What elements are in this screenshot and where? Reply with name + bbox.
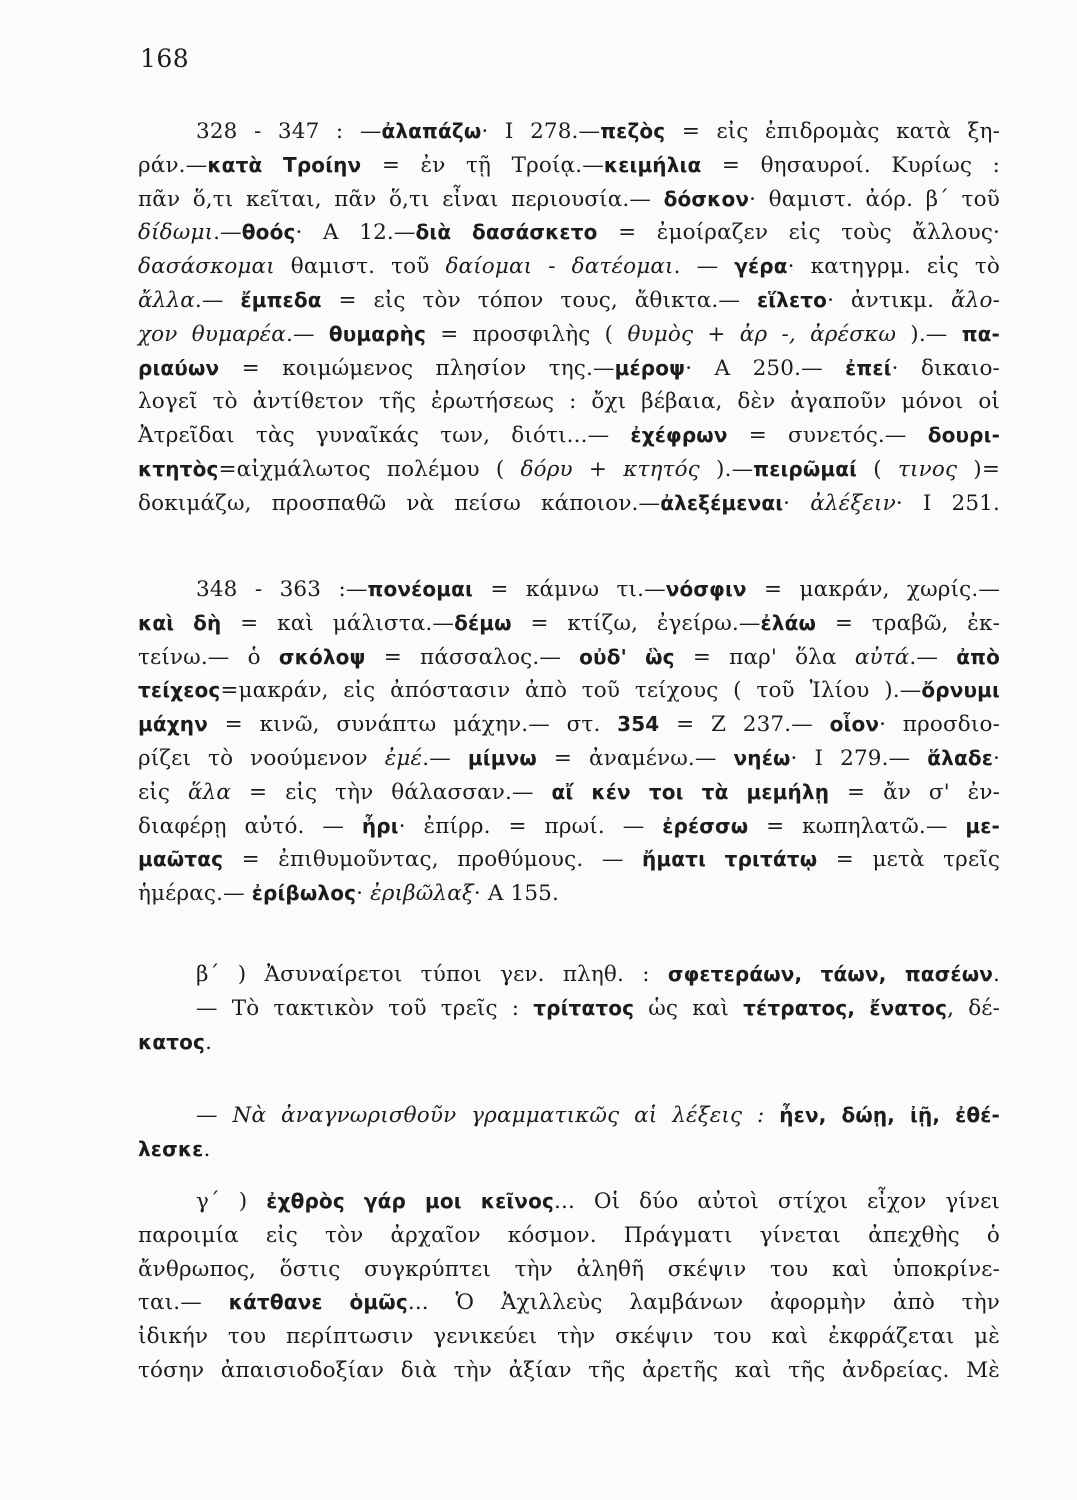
bold-term: δόσκον	[663, 186, 750, 211]
text-line	[138, 487, 1000, 521]
bold-term: κατος	[138, 1029, 206, 1054]
text-run: · κατηγρμ. εἰς τὸ	[787, 254, 1000, 280]
text-run: =αἰχμάλωτος πολέμου (	[218, 456, 521, 482]
bold-term: τέτρατος, ἔνατος	[743, 995, 948, 1020]
text-line	[138, 674, 1000, 708]
text-run: ται.—	[138, 1290, 229, 1316]
text-run: = μακράν, χωρίς.—	[746, 577, 1000, 602]
text-run: = μετὰ τρεῖς	[817, 847, 1001, 873]
bold-term: ριαύων	[138, 355, 220, 380]
text-line	[138, 1354, 1000, 1388]
bold-term: κάτθανε ὁμῶς	[228, 1290, 408, 1315]
text-run: γ΄ )	[196, 1189, 267, 1214]
text-run: · Α 250.—	[685, 355, 846, 381]
paragraph-exercise	[138, 1099, 1000, 1167]
text-run: = κινῶ, συνάπτω μάχην.— στ.	[207, 712, 618, 738]
bold-term: ἅλαδε	[927, 745, 994, 770]
bold-term: οἷον	[829, 712, 880, 737]
bold-term: ἀλαπάζω	[381, 119, 482, 143]
text-line	[138, 1219, 1000, 1253]
text-line	[138, 284, 1000, 318]
bold-term: θυμαρὴς	[328, 321, 427, 346]
italic-text: αὐτά	[854, 644, 910, 670]
text-line	[138, 1185, 1000, 1219]
text-line	[138, 843, 1000, 877]
bold-term: τρίτατος	[533, 995, 635, 1020]
paragraph-348-363	[138, 573, 1000, 911]
bold-term: κτητὸς	[138, 456, 219, 481]
text-run: = κάμνω τι.—	[473, 577, 666, 602]
text-run: ).—	[896, 321, 962, 347]
bold-term: μέροψ	[614, 355, 686, 380]
text-run: .	[205, 1029, 213, 1055]
text-run: ).—	[699, 456, 754, 482]
text-run: ... Ὁ Ἀχιλλεὺς λαμβάνων ἀφορμὴν ἀπὸ τὴν	[407, 1290, 1000, 1316]
text-line	[138, 607, 1000, 641]
text-line	[138, 877, 1000, 911]
bold-term: νόσφιν	[665, 577, 747, 601]
text-run: διαφέρῃ αὐτό. —	[138, 813, 362, 839]
italic-text: θυμὸς + ἀρ -, ἀρέσκω	[627, 321, 897, 347]
text-run: δοκιμάζω, προσπαθῶ νὰ πείσω κάποιον.—	[138, 490, 661, 516]
bold-term: γέρα	[734, 254, 788, 279]
text-line	[138, 1253, 1000, 1287]
bold-term: μαῶτας	[138, 847, 224, 872]
text-run: . —	[673, 254, 735, 280]
bold-term: αἴ κέν τοι τὰ μεμήλῃ	[551, 779, 830, 804]
text-run: .—	[194, 287, 241, 313]
bold-term: πειρῶμαί	[753, 456, 858, 481]
bold-term: κειμήλια	[603, 152, 702, 177]
text-line	[138, 958, 1000, 992]
italic-text: Νὰ ἀναγνωρισθοῦν γραμματικῶς αἱ λέξεις :	[232, 1103, 765, 1128]
text-run: Ἀτρεῖδαι τὰς γυναῖκάς των, διότι...—	[138, 423, 631, 449]
bold-term: ἀπὸ	[956, 644, 1000, 669]
text-run: · προσδιο-	[879, 712, 1000, 738]
text-run: β΄ ) Ἀσυναίρετοι τύποι γεν. πληθ. :	[196, 962, 668, 987]
text-run: ·	[356, 881, 371, 907]
text-run: .—	[213, 220, 242, 246]
text-run: εἰς	[138, 779, 188, 805]
text-line	[138, 318, 1000, 352]
italic-text: τινος	[898, 456, 958, 482]
bold-term: ἐπεί	[845, 355, 892, 380]
text-line	[138, 708, 1000, 742]
text-line	[138, 641, 1000, 675]
text-run	[764, 1103, 779, 1128]
bold-term: ἔμπεδα	[240, 287, 322, 312]
text-run: · Α 12.—	[295, 220, 416, 246]
text-run: ἄνθρωπος, ὅστις συγκρύπτει τὴν ἀληθῆ σκέψιν του καὶ ὑποκρίνε-	[138, 1256, 1000, 1282]
italic-text: ἀλέξειν	[810, 490, 896, 516]
text-run: (	[857, 456, 898, 482]
text-run: · ἐπίρρ. = πρωί. —	[398, 813, 663, 839]
text-run: .—	[422, 745, 468, 771]
bold-term: ἐχέφρων	[630, 423, 728, 448]
bold-term: ὄρνυμι	[921, 678, 1000, 703]
bold-term: δουρι-	[927, 423, 1001, 448]
bold-term: σφετεράων, τάων, πασέων	[667, 962, 994, 986]
text-run: θαμιστ. τοῦ	[274, 254, 446, 280]
bold-term: ἐρίβωλος	[251, 881, 357, 906]
text-line	[138, 250, 1000, 284]
page-number: 168	[140, 44, 190, 73]
text-run: = εἰς τὸν τόπον τους, ἄθικτα.—	[321, 287, 757, 313]
paragraph-328-347	[138, 115, 1000, 521]
text-run: ρίζει τὸ νοούμενον	[138, 745, 385, 771]
bold-term: πονέομαι	[367, 577, 473, 601]
text-line	[138, 1099, 1000, 1133]
text-run: = παρ' ὅλα	[674, 644, 855, 670]
text-run: .	[203, 1136, 211, 1162]
text-line	[138, 385, 1000, 419]
italic-text: ἐριβῶλαξ	[370, 881, 474, 907]
text-run: — Τὸ τακτικὸν τοῦ τρεῖς :	[196, 995, 534, 1021]
text-run: =μακράν, εἰς ἀπόστασιν ἀπὸ τοῦ τείχους ( τοῦ Ἰλίου ).—	[220, 678, 922, 704]
text-line	[138, 742, 1000, 776]
text-run: · Ι 278.—	[481, 119, 601, 144]
bold-term: οὐδ' ὣς	[579, 644, 675, 669]
text-line	[138, 419, 1000, 453]
text-run: τόσην ἀπαισιοδοξίαν διὰ τὴν ἀξίαν τῆς ἀρετῆς καὶ τῆς ἀνδρείας. Μὲ	[138, 1357, 1000, 1383]
bold-term: σκόλοψ	[278, 644, 366, 669]
italic-text: ἅλα	[187, 779, 232, 805]
bold-term: πεζὸς	[600, 119, 666, 143]
text-run: = ἄν σ' ἐν-	[829, 779, 1000, 805]
text-run: = πάσσαλος.—	[365, 644, 580, 670]
text-run: = ἐν τῇ Τροίᾳ.—	[361, 152, 604, 178]
text-run: = εἰς ἐπιδρομὰς κατὰ ξη-	[665, 119, 1000, 144]
bold-term: λεσκε	[138, 1136, 204, 1161]
text-run: = ἀναμένω.—	[536, 745, 734, 771]
text-run: · θαμιστ. ἀόρ. β΄ τοῦ	[749, 186, 1000, 212]
bold-term: ἦεν, δώῃ, ἰῇ, ἐθέ-	[779, 1103, 1001, 1127]
text-run: · δικαιο-	[891, 355, 1000, 381]
text-line	[138, 573, 1000, 607]
text-run: .	[993, 962, 1000, 987]
text-run: = προσφιλὴς (	[426, 321, 628, 347]
bold-term: νηέω	[733, 745, 791, 770]
text-run: · Ι 251.	[895, 490, 1000, 516]
bold-term: με-	[965, 813, 1000, 838]
text-run: ἡμέρας.—	[138, 881, 252, 907]
bold-term: ἀλεξέμεναι	[660, 490, 784, 515]
text-run: = συνετός.—	[727, 423, 928, 449]
text-run: = Ζ 237.—	[659, 712, 830, 738]
bold-term: εἵλετο	[756, 287, 828, 312]
italic-text: δαίομαι - δατέομαι	[445, 254, 674, 280]
text-run: = θησαυροί. Κυρίως :	[701, 152, 1001, 178]
text-run: = ἐπιθυμοῦντας, προθύμους. —	[223, 847, 643, 873]
text-run: ... Οἱ δύο αὐτοὶ στίχοι εἶχον γίνει	[553, 1189, 1001, 1214]
text-run: —	[196, 1103, 233, 1128]
italic-text: ἄλλα	[138, 287, 195, 313]
italic-text: δόρυ + κτητός	[520, 456, 700, 482]
text-line	[138, 1133, 1000, 1167]
text-run: 348 - 363 :—	[196, 577, 368, 602]
bold-term: ἐλάω	[760, 610, 817, 635]
text-run: .—	[285, 321, 329, 347]
bold-term: καὶ δὴ	[138, 610, 222, 635]
text-line	[138, 992, 1000, 1026]
bold-term: ἤματι τριτάτῳ	[642, 847, 818, 872]
italic-text: χον θυμαρέα	[138, 321, 286, 347]
text-line	[138, 453, 1000, 487]
italic-text: ἄλο-	[951, 287, 1000, 313]
text-line	[138, 1286, 1000, 1320]
bold-term: ἐρέσσω	[662, 813, 749, 838]
bold-term: πα-	[961, 321, 1000, 346]
italic-text: δίδωμι	[138, 220, 214, 246]
text-run: λογεῖ τὸ ἀντίθετον τῆς ἐρωτήσεως : ὄχι βέβαια, δὲν ἀγαποῦν μόνοι οἱ	[138, 389, 1000, 415]
text-run: ·	[993, 745, 1000, 771]
text-line	[138, 352, 1000, 386]
text-run: · Α 155.	[473, 881, 559, 907]
italic-text: ἐμέ	[384, 745, 423, 771]
bold-term: 354	[617, 712, 660, 737]
bold-term: μίμνω	[467, 745, 537, 770]
text-line	[138, 183, 1000, 217]
text-line	[138, 115, 1000, 149]
text-run: · ἀντικμ.	[827, 287, 952, 313]
text-run: ·	[783, 490, 811, 516]
text-run: , δέ-	[947, 995, 1000, 1021]
bold-term: μάχην	[138, 712, 208, 737]
text-run: 328 - 347 : —	[196, 119, 382, 144]
paragraph-beta	[138, 958, 1000, 1059]
text-line	[138, 810, 1000, 844]
text-run: ὡς καὶ	[634, 995, 744, 1021]
text-run: = ἐμοίραζεν εἰς τοὺς ἄλλους·	[597, 220, 1001, 246]
text-run: ἰδικήν του περίπτωσιν γενικεύει τὴν σκέψιν του καὶ ἐκφράζεται μὲ	[138, 1324, 1000, 1350]
text-line	[138, 1026, 1000, 1060]
italic-text: δασάσκομαι	[138, 254, 275, 280]
text-run: = κτίζω, ἐγείρω.—	[511, 610, 761, 636]
text-run: = καὶ μάλιστα.—	[221, 610, 455, 636]
text-line	[138, 1320, 1000, 1354]
text-run: παροιμία εἰς τὸν ἀρχαῖον κόσμον. Πράγματι γίνεται ἀπεχθὴς ὁ	[138, 1222, 1000, 1248]
bold-term: διὰ δασάσκετο	[415, 220, 598, 245]
text-run: = εἰς τὴν θάλασσαν.—	[231, 779, 552, 805]
text-run: = κοιμώμενος πλησίον της.—	[219, 355, 615, 381]
text-run: .—	[909, 644, 957, 670]
bold-term: ἐχθρὸς γάρ μοι κεῖνος	[266, 1189, 554, 1213]
bold-term: κατὰ Τροίην	[207, 152, 362, 177]
bold-term: ἦρι	[361, 813, 399, 838]
text-run: τείνω.— ὁ	[138, 644, 279, 670]
text-run: )=	[957, 456, 1000, 482]
text-run: πᾶν ὅ,τι κεῖται, πᾶν ὅ,τι εἶναι περιουσία.—	[138, 186, 664, 212]
text-line	[138, 776, 1000, 810]
text-run: ράν.—	[138, 152, 208, 178]
paragraph-gamma	[138, 1185, 1000, 1388]
bold-term: δέμω	[454, 610, 512, 635]
text-run: = τραβῶ, ἐκ-	[816, 610, 1000, 636]
text-line	[138, 149, 1000, 183]
text-run: · Ι 279.—	[790, 745, 928, 771]
text-run: = κωπηλατῶ.—	[748, 813, 966, 839]
bold-term: τείχεος	[138, 678, 221, 703]
bold-term: θοός	[241, 220, 296, 245]
text-line	[138, 216, 1000, 250]
